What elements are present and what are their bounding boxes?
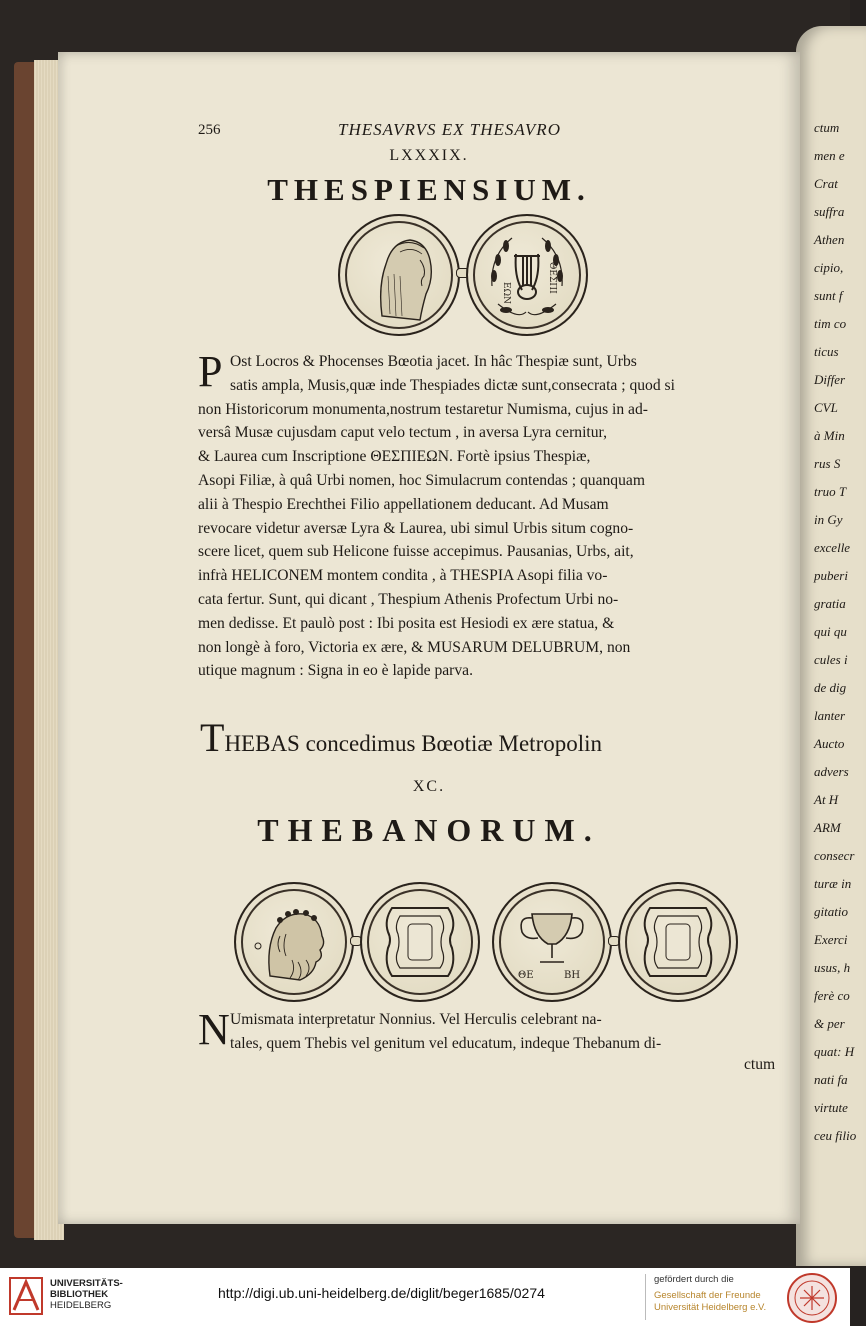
section-title-1: THESPIENSIUM.: [267, 172, 591, 207]
next-page-text-fragment: cules i: [814, 652, 848, 667]
next-page-text-fragment: gratia: [814, 596, 846, 611]
next-page-text-fragment: gitatio: [814, 904, 848, 919]
next-page-text-fragment: de dig: [814, 680, 847, 695]
veiled-head-icon: [340, 216, 458, 334]
next-page-text-fragment: Exerci: [814, 932, 848, 947]
society-line-2: Universität Heidelberg e.V.: [654, 1302, 767, 1313]
next-page-text-fragment: puberi: [814, 568, 848, 583]
next-page-text-fragment: tim co: [814, 316, 847, 331]
coin-obverse-veiled-head: [338, 214, 460, 336]
boeotian-shield-icon: [362, 884, 478, 1000]
next-page-text-fragment: Crat: [814, 176, 838, 191]
thebas-text: HEBAS concedimus Bœotiæ Metropolin: [224, 731, 603, 756]
text-line: cata fertur. Sunt, qui dicant , Thespium Athenis Profectum Urbi no-: [198, 590, 619, 608]
university-seal-icon[interactable]: [786, 1272, 838, 1324]
kantharos-inscription-right: ΒΗ: [564, 970, 581, 981]
next-page-text-fragment: ferè co: [814, 988, 850, 1003]
boeotian-shield-icon: [620, 884, 736, 1000]
next-page-text-fragment: qui qu: [814, 624, 847, 639]
text-line: men dedisse. Et paulò post : Ibi posita est Hesiodi ex ære statua, &: [198, 614, 615, 632]
section-title-2: THEBANORUM.: [257, 812, 601, 848]
thebas-heading: [200, 714, 602, 761]
next-page-text-fragment: Aucto: [814, 736, 845, 751]
text-line: non Historicorum monumenta,nostrum testaretur Numisma, cujus in ad-: [198, 400, 648, 418]
book-page: [58, 52, 800, 1224]
next-page-text-fragment: ticus: [814, 344, 839, 359]
next-page-text-fragment: turæ in: [814, 876, 852, 891]
text-line: revocare videtur aversæ Lyra & Laurea, ubi simul Urbis situm cogno-: [198, 519, 634, 537]
text-line: Asopi Filiæ, à quâ Urbi nomen, hoc Simulacrum contendas ; quanquam: [198, 471, 645, 489]
next-page-text-fragment: à Min: [814, 428, 845, 443]
coin-boeotian-shield-1: [360, 882, 480, 1002]
next-page-text-fragment: advers: [814, 764, 849, 779]
permalink-url[interactable]: http://digi.ub.uni-heidelberg.de/diglit/beger1685/0274: [218, 1285, 545, 1301]
next-page-text-fragment: Athen: [814, 232, 845, 247]
section-number-1: LXXXIX.: [389, 147, 469, 164]
lyre-wreath-icon: [468, 216, 586, 334]
text-line: non longè à foro, Victoria ex ære, & MUSARUM DELUBRUM, non: [198, 638, 631, 656]
coin-kantharos: [492, 882, 612, 1002]
next-page-text-fragment: suffra: [814, 204, 845, 219]
running-head: THESAVRVS EX THESAVRO: [338, 120, 561, 139]
bearded-head-icon: [236, 884, 352, 1000]
text-line: & Laurea cum Inscriptione ΘΕΣΠΙΕΩΝ. Fortè ipsius Thespiæ,: [198, 448, 591, 466]
library-name[interactable]: [50, 1278, 123, 1311]
next-page-text-fragment: nati fa: [814, 1072, 848, 1087]
university-library-logo-icon[interactable]: [8, 1276, 44, 1316]
text-line: Umismata interpretatur Nonnius. Vel Herculis celebrant na-: [230, 1011, 602, 1028]
next-page-text-fragment: ceu filio: [814, 1128, 857, 1143]
viewer-footer: [0, 1268, 850, 1326]
society-line-1: Gesellschaft der Freunde: [654, 1290, 761, 1301]
text-line: infrà HELICONEM montem condita , à THESPIA Asopi filia vo-: [198, 567, 608, 585]
next-page-text-fragment: lanter: [814, 708, 846, 723]
next-page-text-fragment: ctum: [814, 120, 840, 135]
text-line: versâ Musæ cujusdam caput velo tectum , in aversa Lyra cernitur,: [198, 424, 608, 442]
next-page-text-fragment: & per: [814, 1016, 845, 1031]
page-number: 256: [198, 122, 221, 138]
next-page-fragment: [796, 26, 866, 1266]
library-line-2: BIBLIOTHEK: [50, 1289, 109, 1300]
text-line: scere licet, quem sub Helicone fuisse accepimus. Pausanias, Urbs, ait,: [198, 543, 634, 561]
section-2-body: [198, 1005, 800, 1056]
coin-inscription-right: ΘΕΣΠΙ: [547, 262, 557, 294]
next-page-text-fragment: CVL: [814, 400, 838, 415]
next-page-text-fragment: men e: [814, 148, 845, 163]
text-line: tales, quem Thebis vel genitum vel educatum, indeque Thebanum di-: [230, 1034, 662, 1052]
kantharos-vase-icon: [494, 884, 610, 1000]
coin-boeotian-shield-2: [618, 882, 738, 1002]
coin-row-thebes: [230, 878, 750, 1004]
next-page-text-fragment: in Gy: [814, 512, 843, 527]
next-page-text-fragment: ARM: [814, 820, 841, 835]
dropcap-n: N: [198, 1005, 230, 1054]
catchword: ctum: [744, 1056, 776, 1073]
next-page-text-fragment: rus S: [814, 456, 841, 471]
text-line: satis ampla, Musis,quæ inde Thespiades dictæ sunt,consecrata ; quod si: [230, 376, 675, 394]
funded-by-label: gefördert durch die: [654, 1274, 734, 1285]
text-line: utique magnum : Signa in eo è lapide parva.: [198, 662, 473, 680]
next-page-text-fragment: virtute: [814, 1100, 848, 1115]
dropcap-p: P: [198, 347, 223, 396]
next-page-text-fragment: truo T: [814, 484, 847, 499]
section-1-body: [198, 347, 800, 683]
next-page-text-fragment: At H: [814, 792, 839, 807]
footer-divider: [645, 1274, 646, 1320]
library-line-1: UNIVERSITÄTS-: [50, 1278, 123, 1289]
text-line: Ost Locros & Phocenses Bœotia jacet. In hâc Thespiæ sunt, Urbs: [230, 353, 637, 370]
next-page-text-fragment: excelle: [814, 540, 851, 555]
thebas-initial: T: [200, 715, 225, 760]
next-page-text-fragment: sunt f: [814, 288, 843, 303]
section-number-2: XC.: [412, 778, 446, 795]
kantharos-inscription-left: ΘΕ: [518, 970, 534, 981]
next-page-text-fragment: cipio,: [814, 260, 844, 275]
coin-inscription-left: ΕΩΝ: [501, 282, 511, 304]
next-page-text-fragment: Differ: [814, 372, 846, 387]
next-page-text-fragment: usus, h: [814, 960, 851, 975]
library-line-3: HEIDELBERG: [50, 1300, 112, 1311]
text-line: alii à Thespio Erechthei Filio appellationem deducant. Ad Musam: [198, 495, 609, 513]
next-page-text-fragment: quat: H: [814, 1044, 855, 1059]
coin-pair-thespiae: [328, 210, 598, 340]
society-name[interactable]: [654, 1290, 766, 1314]
coin-heracles-head: [234, 882, 354, 1002]
coin-reverse-lyre: [466, 214, 588, 336]
next-page-text-fragment: consecr: [814, 848, 855, 863]
